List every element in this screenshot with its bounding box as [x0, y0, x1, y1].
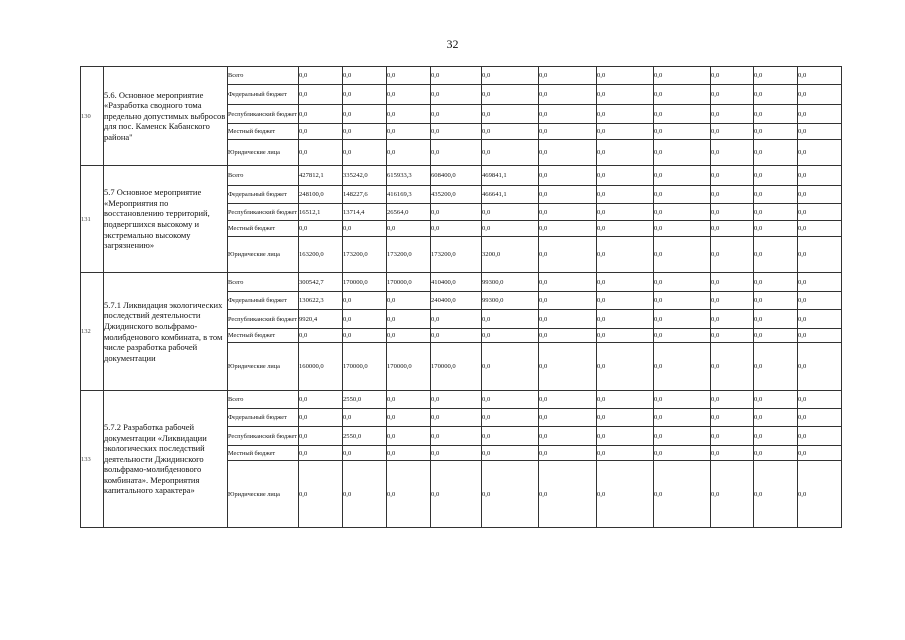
value-cell: 0,0 [654, 186, 711, 204]
value-cell: 0,0 [754, 221, 798, 237]
value-cell: 0,0 [711, 427, 754, 446]
value-cell: 0,0 [482, 85, 539, 105]
value-cell: 3200,0 [482, 237, 539, 273]
value-cell: 0,0 [711, 85, 754, 105]
value-cell: 0,0 [654, 391, 711, 409]
value-cell: 0,0 [343, 310, 387, 329]
funding-source: Федеральный бюджет [228, 292, 299, 310]
funding-source: Всего [228, 273, 299, 292]
value-cell: 0,0 [711, 343, 754, 391]
value-cell: 0,0 [431, 204, 482, 221]
value-cell: 0,0 [798, 105, 842, 124]
value-cell: 0,0 [597, 67, 654, 85]
value-cell: 160000,0 [299, 343, 343, 391]
funding-source: Республиканский бюджет [228, 105, 299, 124]
activity-name: 5.7.1 Ликвидация экологических последствий деятельности Джидинского вольфрамо-молибденового комбината, в том числе разработка рабочей документации [104, 273, 228, 391]
value-cell: 0,0 [654, 292, 711, 310]
value-cell: 0,0 [711, 140, 754, 166]
value-cell: 0,0 [597, 427, 654, 446]
value-cell: 170000,0 [387, 273, 431, 292]
value-cell: 0,0 [654, 237, 711, 273]
value-cell: 466641,1 [482, 186, 539, 204]
value-cell: 0,0 [654, 343, 711, 391]
value-cell: 173200,0 [343, 237, 387, 273]
funding-source: Республиканский бюджет [228, 310, 299, 329]
value-cell: 0,0 [711, 409, 754, 427]
value-cell: 0,0 [482, 343, 539, 391]
value-cell: 0,0 [299, 329, 343, 343]
value-cell: 0,0 [798, 427, 842, 446]
budget-table [80, 66, 842, 528]
value-cell: 0,0 [431, 427, 482, 446]
value-cell: 0,0 [343, 409, 387, 427]
value-cell: 0,0 [798, 204, 842, 221]
value-cell: 0,0 [654, 221, 711, 237]
value-cell: 0,0 [431, 461, 482, 528]
value-cell: 0,0 [387, 409, 431, 427]
value-cell: 170000,0 [387, 343, 431, 391]
value-cell: 0,0 [343, 329, 387, 343]
value-cell: 0,0 [654, 273, 711, 292]
value-cell: 0,0 [654, 140, 711, 166]
value-cell: 0,0 [754, 140, 798, 166]
value-cell: 0,0 [387, 67, 431, 85]
funding-source: Местный бюджет [228, 221, 299, 237]
value-cell: 0,0 [539, 292, 597, 310]
value-cell: 0,0 [711, 186, 754, 204]
value-cell: 0,0 [597, 105, 654, 124]
value-cell: 0,0 [299, 85, 343, 105]
value-cell: 0,0 [539, 391, 597, 409]
funding-source: Юридические лица [228, 343, 299, 391]
funding-source: Местный бюджет [228, 329, 299, 343]
funding-source: Местный бюджет [228, 446, 299, 461]
value-cell: 0,0 [482, 329, 539, 343]
value-cell: 0,0 [597, 310, 654, 329]
value-cell: 427812,1 [299, 166, 343, 186]
value-cell: 240400,0 [431, 292, 482, 310]
value-cell: 0,0 [482, 67, 539, 85]
value-cell: 0,0 [711, 237, 754, 273]
value-cell: 0,0 [539, 409, 597, 427]
value-cell: 0,0 [539, 186, 597, 204]
value-cell: 0,0 [343, 461, 387, 528]
value-cell: 0,0 [798, 186, 842, 204]
value-cell: 130622,3 [299, 292, 343, 310]
value-cell: 99300,0 [482, 273, 539, 292]
value-cell: 0,0 [431, 446, 482, 461]
value-cell: 0,0 [482, 124, 539, 140]
value-cell: 0,0 [798, 221, 842, 237]
value-cell: 16512,1 [299, 204, 343, 221]
value-cell: 0,0 [387, 329, 431, 343]
funding-source: Республиканский бюджет [228, 204, 299, 221]
value-cell: 26564,0 [387, 204, 431, 221]
value-cell: 0,0 [798, 310, 842, 329]
value-cell: 0,0 [387, 140, 431, 166]
value-cell: 435200,0 [431, 186, 482, 204]
value-cell: 0,0 [343, 67, 387, 85]
value-cell: 0,0 [482, 446, 539, 461]
value-cell: 0,0 [754, 391, 798, 409]
value-cell: 0,0 [597, 391, 654, 409]
value-cell: 0,0 [711, 461, 754, 528]
value-cell: 0,0 [711, 446, 754, 461]
value-cell: 0,0 [597, 343, 654, 391]
value-cell: 0,0 [343, 140, 387, 166]
value-cell: 0,0 [654, 204, 711, 221]
value-cell: 0,0 [597, 237, 654, 273]
value-cell: 0,0 [654, 124, 711, 140]
value-cell: 615933,3 [387, 166, 431, 186]
table-row [81, 67, 842, 85]
page-number: 32 [446, 37, 459, 51]
value-cell: 0,0 [754, 204, 798, 221]
value-cell: 0,0 [798, 409, 842, 427]
value-cell: 0,0 [711, 105, 754, 124]
value-cell: 0,0 [597, 166, 654, 186]
value-cell: 99300,0 [482, 292, 539, 310]
value-cell: 0,0 [798, 124, 842, 140]
value-cell: 0,0 [343, 105, 387, 124]
value-cell: 0,0 [754, 329, 798, 343]
value-cell: 0,0 [299, 391, 343, 409]
value-cell: 0,0 [597, 409, 654, 427]
row-number: 132 [81, 273, 104, 391]
value-cell: 9920,4 [299, 310, 343, 329]
value-cell: 0,0 [711, 273, 754, 292]
value-cell: 0,0 [343, 124, 387, 140]
funding-source: Федеральный бюджет [228, 186, 299, 204]
value-cell: 335242,0 [343, 166, 387, 186]
value-cell: 0,0 [597, 446, 654, 461]
value-cell: 0,0 [711, 292, 754, 310]
value-cell: 0,0 [387, 105, 431, 124]
value-cell: 0,0 [654, 310, 711, 329]
value-cell: 173200,0 [431, 237, 482, 273]
value-cell: 0,0 [431, 391, 482, 409]
value-cell: 0,0 [539, 221, 597, 237]
value-cell: 0,0 [654, 105, 711, 124]
funding-source: Всего [228, 391, 299, 409]
value-cell: 0,0 [539, 67, 597, 85]
value-cell: 0,0 [711, 67, 754, 85]
value-cell: 0,0 [654, 329, 711, 343]
value-cell: 0,0 [431, 310, 482, 329]
value-cell: 0,0 [597, 221, 654, 237]
value-cell: 0,0 [431, 140, 482, 166]
funding-source: Юридические лица [228, 237, 299, 273]
value-cell: 0,0 [654, 446, 711, 461]
value-cell: 0,0 [343, 85, 387, 105]
value-cell: 0,0 [539, 140, 597, 166]
value-cell: 0,0 [482, 140, 539, 166]
funding-source: Федеральный бюджет [228, 409, 299, 427]
value-cell: 0,0 [482, 391, 539, 409]
value-cell: 0,0 [539, 124, 597, 140]
value-cell: 148227,6 [343, 186, 387, 204]
value-cell: 0,0 [711, 166, 754, 186]
value-cell: 0,0 [539, 446, 597, 461]
funding-source: Всего [228, 166, 299, 186]
value-cell: 0,0 [754, 343, 798, 391]
value-cell: 0,0 [754, 292, 798, 310]
value-cell: 0,0 [387, 310, 431, 329]
value-cell: 0,0 [343, 446, 387, 461]
value-cell: 2550,0 [343, 427, 387, 446]
value-cell: 0,0 [798, 329, 842, 343]
value-cell: 0,0 [754, 186, 798, 204]
value-cell: 0,0 [597, 186, 654, 204]
value-cell: 0,0 [343, 292, 387, 310]
value-cell: 0,0 [387, 461, 431, 528]
value-cell: 0,0 [299, 105, 343, 124]
value-cell: 0,0 [798, 273, 842, 292]
value-cell: 2550,0 [343, 391, 387, 409]
value-cell: 300542,7 [299, 273, 343, 292]
funding-source: Юридические лица [228, 140, 299, 166]
value-cell: 0,0 [299, 124, 343, 140]
value-cell: 0,0 [299, 446, 343, 461]
value-cell: 0,0 [431, 85, 482, 105]
value-cell: 0,0 [654, 85, 711, 105]
value-cell: 173200,0 [387, 237, 431, 273]
value-cell: 0,0 [539, 329, 597, 343]
value-cell: 170000,0 [431, 343, 482, 391]
value-cell: 0,0 [754, 67, 798, 85]
value-cell: 0,0 [482, 310, 539, 329]
value-cell: 416169,3 [387, 186, 431, 204]
value-cell: 0,0 [387, 85, 431, 105]
value-cell: 0,0 [482, 105, 539, 124]
value-cell: 0,0 [431, 124, 482, 140]
value-cell: 0,0 [539, 85, 597, 105]
value-cell: 0,0 [654, 427, 711, 446]
value-cell: 0,0 [754, 237, 798, 273]
value-cell: 0,0 [539, 461, 597, 528]
value-cell: 0,0 [597, 329, 654, 343]
value-cell: 0,0 [387, 124, 431, 140]
value-cell: 410400,0 [431, 273, 482, 292]
value-cell: 0,0 [431, 329, 482, 343]
value-cell: 13714,4 [343, 204, 387, 221]
value-cell: 0,0 [654, 409, 711, 427]
value-cell: 0,0 [754, 446, 798, 461]
table-row [81, 273, 842, 292]
funding-source: Всего [228, 67, 299, 85]
value-cell: 0,0 [754, 409, 798, 427]
value-cell: 0,0 [597, 292, 654, 310]
value-cell: 0,0 [711, 204, 754, 221]
funding-source: Республиканский бюджет [228, 427, 299, 446]
value-cell: 0,0 [754, 427, 798, 446]
value-cell: 0,0 [299, 140, 343, 166]
value-cell: 0,0 [299, 67, 343, 85]
table-row [81, 166, 842, 186]
value-cell: 0,0 [539, 273, 597, 292]
value-cell: 0,0 [539, 343, 597, 391]
value-cell: 170000,0 [343, 343, 387, 391]
table-body [81, 67, 842, 528]
value-cell: 0,0 [299, 409, 343, 427]
value-cell: 0,0 [754, 105, 798, 124]
value-cell: 0,0 [387, 446, 431, 461]
activity-name: 5.7.2 Разработка рабочей документации «Ликвидации экологических последствий деятельности Джидинского вольфрамо-молибденового комбината». Мероприятия капитального характера» [104, 391, 228, 528]
value-cell: 0,0 [343, 221, 387, 237]
value-cell: 0,0 [539, 204, 597, 221]
value-cell: 0,0 [482, 409, 539, 427]
value-cell: 0,0 [754, 85, 798, 105]
value-cell: 0,0 [754, 166, 798, 186]
value-cell: 163200,0 [299, 237, 343, 273]
value-cell: 0,0 [431, 105, 482, 124]
value-cell: 0,0 [798, 343, 842, 391]
value-cell: 0,0 [387, 391, 431, 409]
funding-source: Местный бюджет [228, 124, 299, 140]
value-cell: 0,0 [482, 461, 539, 528]
value-cell: 0,0 [711, 329, 754, 343]
value-cell: 0,0 [754, 310, 798, 329]
value-cell: 0,0 [798, 85, 842, 105]
value-cell: 0,0 [754, 273, 798, 292]
value-cell: 170000,0 [343, 273, 387, 292]
value-cell: 0,0 [482, 427, 539, 446]
value-cell: 0,0 [431, 67, 482, 85]
value-cell: 0,0 [387, 221, 431, 237]
table-row [81, 391, 842, 409]
value-cell: 0,0 [431, 221, 482, 237]
value-cell: 0,0 [539, 166, 597, 186]
value-cell: 0,0 [711, 221, 754, 237]
value-cell: 0,0 [754, 124, 798, 140]
value-cell: 0,0 [299, 427, 343, 446]
value-cell: 0,0 [431, 409, 482, 427]
funding-source: Федеральный бюджет [228, 85, 299, 105]
value-cell: 0,0 [299, 221, 343, 237]
value-cell: 0,0 [597, 124, 654, 140]
activity-name: 5.7 Основное мероприятие «Мероприятия по восстановлению территорий, подвергшихся высокому и экстремально высокому загрязнению» [104, 166, 228, 273]
value-cell: 0,0 [798, 166, 842, 186]
value-cell: 0,0 [482, 221, 539, 237]
value-cell: 0,0 [798, 67, 842, 85]
value-cell: 608400,0 [431, 166, 482, 186]
value-cell: 0,0 [798, 446, 842, 461]
value-cell: 0,0 [798, 237, 842, 273]
value-cell: 0,0 [754, 461, 798, 528]
activity-name: 5.6. Основное мероприятие «Разработка сводного тома предельно допустимых выбросов для пос. Каменск Кабанского района" [104, 67, 228, 166]
value-cell: 0,0 [597, 273, 654, 292]
value-cell: 0,0 [539, 105, 597, 124]
row-number: 133 [81, 391, 104, 528]
value-cell: 0,0 [597, 85, 654, 105]
value-cell: 0,0 [387, 427, 431, 446]
value-cell: 0,0 [654, 67, 711, 85]
value-cell: 0,0 [798, 391, 842, 409]
value-cell: 0,0 [387, 292, 431, 310]
value-cell: 0,0 [798, 461, 842, 528]
value-cell: 0,0 [711, 391, 754, 409]
row-number: 130 [81, 67, 104, 166]
value-cell: 248100,0 [299, 186, 343, 204]
value-cell: 469841,1 [482, 166, 539, 186]
value-cell: 0,0 [654, 461, 711, 528]
row-number: 131 [81, 166, 104, 273]
value-cell: 0,0 [299, 461, 343, 528]
value-cell: 0,0 [539, 237, 597, 273]
value-cell: 0,0 [482, 204, 539, 221]
value-cell: 0,0 [711, 124, 754, 140]
funding-source: Юридические лица [228, 461, 299, 528]
value-cell: 0,0 [539, 427, 597, 446]
value-cell: 0,0 [654, 166, 711, 186]
value-cell: 0,0 [711, 310, 754, 329]
value-cell: 0,0 [798, 140, 842, 166]
value-cell: 0,0 [539, 310, 597, 329]
value-cell: 0,0 [597, 204, 654, 221]
value-cell: 0,0 [798, 292, 842, 310]
value-cell: 0,0 [597, 461, 654, 528]
value-cell: 0,0 [597, 140, 654, 166]
